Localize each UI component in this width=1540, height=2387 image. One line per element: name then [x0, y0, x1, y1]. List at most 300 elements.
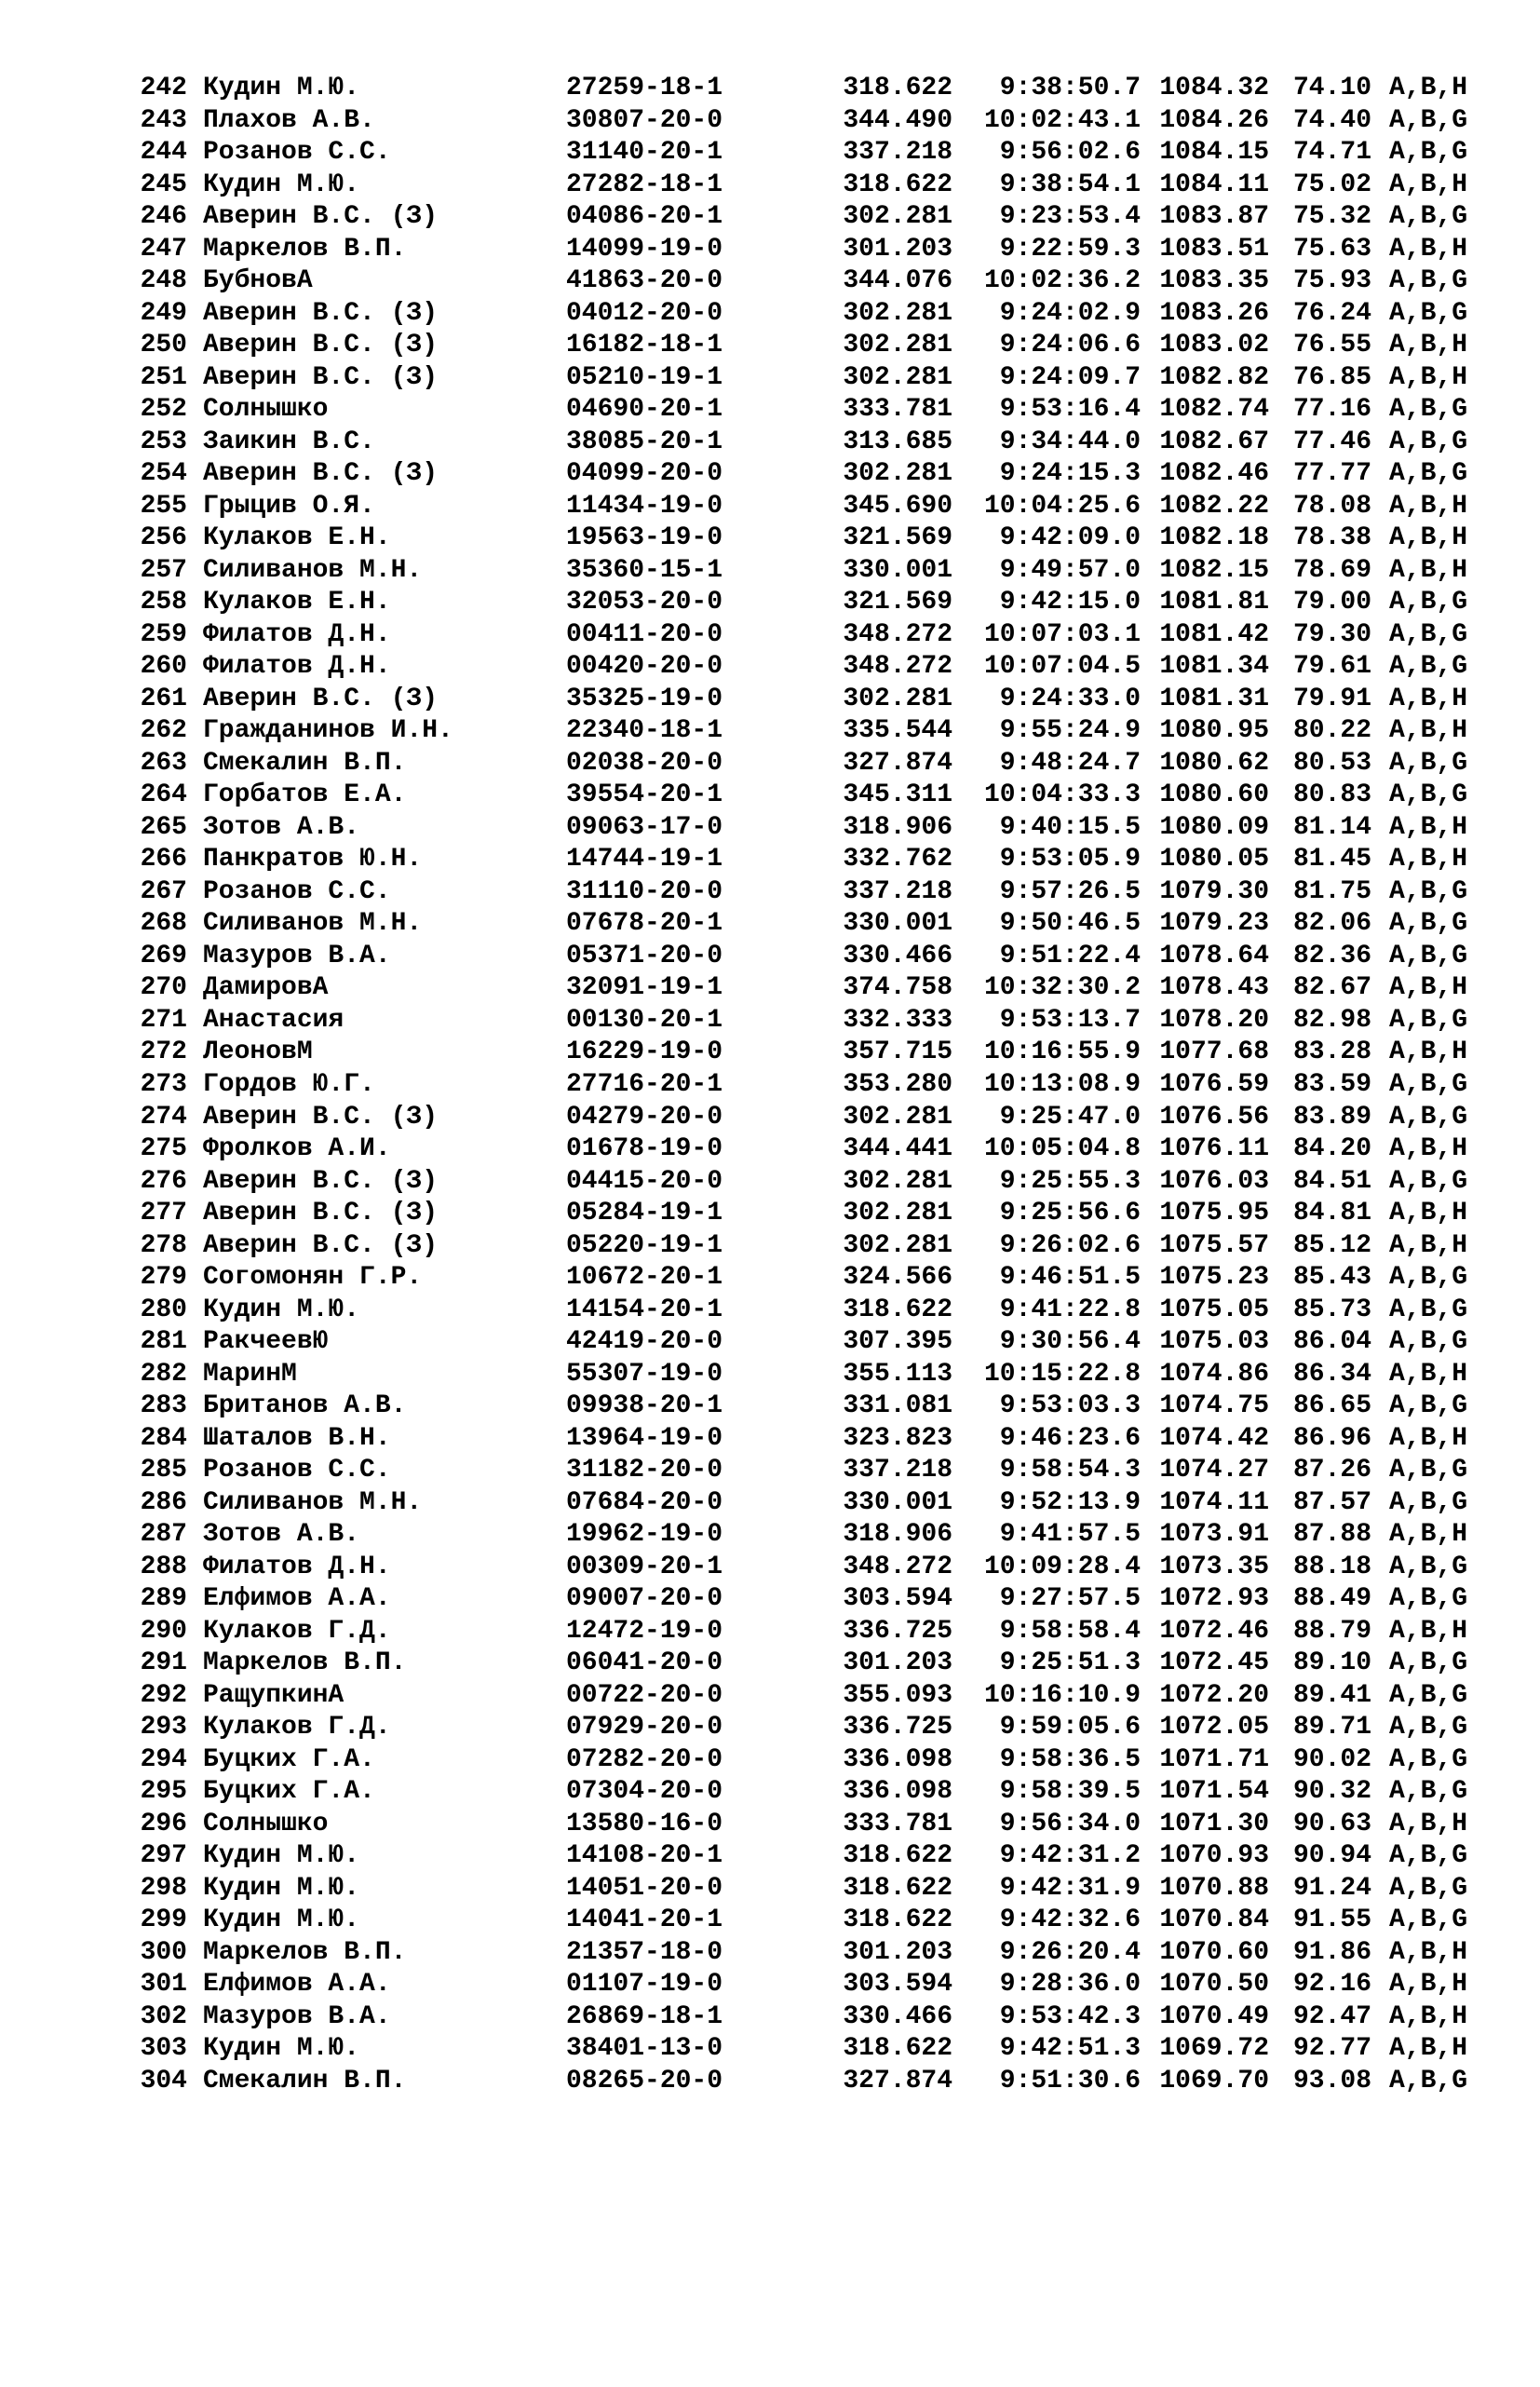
percent: 82.98	[1292, 1005, 1371, 1035]
groups: A,B,H	[1389, 1199, 1468, 1228]
ring-number: 07929-20-0	[566, 1713, 723, 1743]
distance: 303.594	[843, 1970, 952, 2000]
groups: A,B,G	[1389, 105, 1468, 135]
speed: 1080.09	[1159, 812, 1269, 842]
result-row	[136, 651, 1468, 684]
percent: 76.24	[1292, 298, 1371, 328]
arrival-time: 9:50:46.5	[999, 909, 1141, 939]
place-number: 266	[140, 845, 187, 875]
result-row	[136, 265, 1468, 298]
place-number: 276	[140, 1166, 187, 1196]
percent: 91.86	[1292, 1937, 1371, 1967]
place-number: 252	[140, 395, 187, 425]
ring-number: 14099-19-0	[566, 234, 723, 264]
arrival-time: 9:24:06.6	[999, 331, 1141, 360]
ring-number: 14108-20-1	[566, 1841, 723, 1871]
fancier-name: Буцких Г.А.	[203, 1744, 375, 1774]
distance: 318.906	[843, 1520, 952, 1550]
fancier-name: РакчеевЮ	[203, 1327, 329, 1357]
groups: A,B,G	[1389, 941, 1468, 970]
ring-number: 05371-20-0	[566, 941, 723, 970]
place-number: 260	[140, 652, 187, 682]
percent: 84.20	[1292, 1134, 1371, 1164]
arrival-time: 10:07:03.1	[983, 619, 1141, 649]
distance: 330.001	[843, 1487, 952, 1517]
groups: A,B,G	[1389, 1391, 1468, 1421]
arrival-time: 9:51:22.4	[999, 941, 1141, 970]
groups: A,B,H	[1389, 845, 1468, 875]
ring-number: 02038-20-0	[566, 748, 723, 778]
place-number: 264	[140, 780, 187, 810]
arrival-time: 9:38:54.1	[999, 170, 1141, 199]
percent: 88.49	[1292, 1584, 1371, 1614]
speed: 1070.49	[1159, 2001, 1269, 2031]
result-row	[136, 362, 1468, 395]
fancier-name: Кулаков Е.Н.	[203, 588, 391, 617]
result-row	[136, 330, 1468, 362]
arrival-time: 9:42:51.3	[999, 2034, 1141, 2064]
arrival-time: 9:25:47.0	[999, 1102, 1141, 1132]
ring-number: 05284-19-1	[566, 1199, 723, 1228]
distance: 348.272	[843, 1552, 952, 1581]
distance: 336.098	[843, 1744, 952, 1774]
percent: 81.45	[1292, 845, 1371, 875]
distance: 333.781	[843, 1809, 952, 1838]
fancier-name: МаринМ	[203, 1359, 297, 1389]
place-number: 274	[140, 1102, 187, 1132]
arrival-time: 10:04:33.3	[983, 780, 1141, 810]
speed: 1083.26	[1159, 298, 1269, 328]
result-row	[136, 298, 1468, 331]
fancier-name: Аверин В.С. (З)	[203, 331, 439, 360]
groups: A,B,H	[1389, 234, 1468, 264]
percent: 86.34	[1292, 1359, 1371, 1389]
place-number: 288	[140, 1552, 187, 1581]
arrival-time: 9:58:58.4	[999, 1616, 1141, 1646]
result-row	[136, 1840, 1468, 1873]
arrival-time: 10:07:04.5	[983, 652, 1141, 682]
speed: 1071.71	[1159, 1744, 1269, 1774]
speed: 1082.67	[1159, 427, 1269, 456]
fancier-name: Маркелов В.П.	[203, 234, 407, 264]
fancier-name: Фролков А.И.	[203, 1134, 391, 1164]
distance: 318.622	[843, 1873, 952, 1903]
place-number: 245	[140, 170, 187, 199]
speed: 1076.03	[1159, 1166, 1269, 1196]
percent: 90.02	[1292, 1744, 1371, 1774]
groups: A,B,G	[1389, 909, 1468, 939]
speed: 1081.42	[1159, 619, 1269, 649]
speed: 1074.27	[1159, 1456, 1269, 1485]
place-number: 261	[140, 684, 187, 713]
speed: 1075.23	[1159, 1263, 1269, 1293]
arrival-time: 10:16:55.9	[983, 1038, 1141, 1067]
speed: 1078.43	[1159, 973, 1269, 1003]
fancier-name: Филатов Д.Н.	[203, 652, 391, 682]
percent: 74.71	[1292, 138, 1371, 168]
ring-number: 19962-19-0	[566, 1520, 723, 1550]
arrival-time: 9:22:59.3	[999, 234, 1141, 264]
fancier-name: Зотов А.В.	[203, 812, 360, 842]
groups: A,B,G	[1389, 395, 1468, 425]
distance: 337.218	[843, 1456, 952, 1485]
percent: 74.10	[1292, 74, 1371, 102]
ring-number: 13964-19-0	[566, 1423, 723, 1453]
percent: 92.47	[1292, 2001, 1371, 2031]
result-row	[136, 908, 1468, 941]
fancier-name: Аверин В.С. (З)	[203, 684, 439, 713]
place-number: 293	[140, 1713, 187, 1743]
ring-number: 32053-20-0	[566, 588, 723, 617]
groups: A,B,H	[1389, 1970, 1468, 2000]
percent: 92.16	[1292, 1970, 1371, 2000]
speed: 1080.05	[1159, 845, 1269, 875]
result-row	[136, 522, 1468, 555]
result-row	[136, 941, 1468, 973]
ring-number: 08265-20-0	[566, 2066, 723, 2095]
speed: 1082.15	[1159, 555, 1269, 585]
distance: 318.622	[843, 2034, 952, 2064]
arrival-time: 9:46:51.5	[999, 1263, 1141, 1293]
percent: 87.57	[1292, 1487, 1371, 1517]
place-number: 277	[140, 1199, 187, 1228]
ring-number: 16229-19-0	[566, 1038, 723, 1067]
distance: 357.715	[843, 1038, 952, 1067]
percent: 85.12	[1292, 1230, 1371, 1260]
groups: A,B,G	[1389, 1263, 1468, 1293]
place-number: 273	[140, 1069, 187, 1099]
ring-number: 35325-19-0	[566, 684, 723, 713]
ring-number: 07678-20-1	[566, 909, 723, 939]
speed: 1082.74	[1159, 395, 1269, 425]
groups: A,B,G	[1389, 298, 1468, 328]
percent: 79.00	[1292, 588, 1371, 617]
fancier-name: Мазуров В.А.	[203, 941, 391, 970]
speed: 1070.50	[1159, 1970, 1269, 2000]
arrival-time: 9:55:24.9	[999, 716, 1141, 746]
ring-number: 04012-20-0	[566, 298, 723, 328]
fancier-name: Кудин М.Ю.	[203, 170, 360, 199]
percent: 80.83	[1292, 780, 1371, 810]
groups: A,B,H	[1389, 74, 1468, 102]
result-row	[136, 748, 1468, 780]
result-row	[136, 684, 1468, 716]
arrival-time: 10:04:25.6	[983, 491, 1141, 521]
fancier-name: Аверин В.С. (З)	[203, 1230, 439, 1260]
result-row	[136, 1295, 1468, 1327]
arrival-time: 10:02:43.1	[983, 105, 1141, 135]
distance: 331.081	[843, 1391, 952, 1421]
percent: 80.53	[1292, 748, 1371, 778]
fancier-name: Филатов Д.Н.	[203, 619, 391, 649]
fancier-name: Смекалин В.П.	[203, 748, 407, 778]
arrival-time: 9:56:02.6	[999, 138, 1141, 168]
result-row	[136, 73, 1468, 105]
place-number: 249	[140, 298, 187, 328]
ring-number: 07684-20-0	[566, 1487, 723, 1517]
fancier-name: Аверин В.С. (З)	[203, 202, 439, 232]
distance: 344.441	[843, 1134, 952, 1164]
percent: 91.24	[1292, 1873, 1371, 1903]
ring-number: 31140-20-1	[566, 138, 723, 168]
arrival-time: 10:13:08.9	[983, 1069, 1141, 1099]
place-number: 256	[140, 523, 187, 553]
speed: 1069.72	[1159, 2034, 1269, 2064]
result-row	[136, 1390, 1468, 1423]
percent: 86.96	[1292, 1423, 1371, 1453]
percent: 85.43	[1292, 1263, 1371, 1293]
place-number: 254	[140, 459, 187, 489]
speed: 1079.23	[1159, 909, 1269, 939]
percent: 75.63	[1292, 234, 1371, 264]
groups: A,B,G	[1389, 138, 1468, 168]
place-number: 271	[140, 1005, 187, 1035]
place-number: 246	[140, 202, 187, 232]
groups: A,B,G	[1389, 876, 1468, 906]
result-row	[136, 1552, 1468, 1584]
place-number: 299	[140, 1906, 187, 1935]
arrival-time: 9:58:36.5	[999, 1744, 1141, 1774]
ring-number: 30807-20-0	[566, 105, 723, 135]
speed: 1075.05	[1159, 1295, 1269, 1324]
speed: 1079.30	[1159, 876, 1269, 906]
distance: 302.281	[843, 1199, 952, 1228]
speed: 1080.62	[1159, 748, 1269, 778]
ring-number: 01107-19-0	[566, 1970, 723, 2000]
speed: 1070.88	[1159, 1873, 1269, 1903]
ring-number: 09938-20-1	[566, 1391, 723, 1421]
groups: A,B,G	[1389, 1906, 1468, 1935]
ring-number: 14154-20-1	[566, 1295, 723, 1324]
fancier-name: Силиванов М.Н.	[203, 1487, 423, 1517]
speed: 1083.51	[1159, 234, 1269, 264]
place-number: 304	[140, 2066, 187, 2095]
arrival-time: 9:23:53.4	[999, 202, 1141, 232]
place-number: 287	[140, 1520, 187, 1550]
ring-number: 00420-20-0	[566, 652, 723, 682]
result-row	[136, 458, 1468, 491]
fancier-name: Анастасия	[203, 1005, 344, 1035]
speed: 1075.57	[1159, 1230, 1269, 1260]
place-number: 290	[140, 1616, 187, 1646]
arrival-time: 9:25:56.6	[999, 1199, 1141, 1228]
distance: 302.281	[843, 1102, 952, 1132]
ring-number: 32091-19-1	[566, 973, 723, 1003]
speed: 1072.05	[1159, 1713, 1269, 1743]
distance: 345.311	[843, 780, 952, 810]
place-number: 255	[140, 491, 187, 521]
groups: A,B,G	[1389, 1873, 1468, 1903]
ring-number: 13580-16-0	[566, 1809, 723, 1838]
ring-number: 05220-19-1	[566, 1230, 723, 1260]
fancier-name: Филатов Д.Н.	[203, 1552, 391, 1581]
ring-number: 04099-20-0	[566, 459, 723, 489]
fancier-name: Маркелов В.П.	[203, 1937, 407, 1967]
percent: 92.77	[1292, 2034, 1371, 2064]
distance: 302.281	[843, 331, 952, 360]
speed: 1076.11	[1159, 1134, 1269, 1164]
arrival-time: 10:15:22.8	[983, 1359, 1141, 1389]
groups: A,B,H	[1389, 2001, 1468, 2031]
percent: 89.41	[1292, 1680, 1371, 1710]
distance: 318.622	[843, 1906, 952, 1935]
distance: 336.098	[843, 1777, 952, 1807]
percent: 93.08	[1292, 2066, 1371, 2095]
result-row	[136, 170, 1468, 202]
ring-number: 01678-19-0	[566, 1134, 723, 1164]
groups: A,B,G	[1389, 2066, 1468, 2095]
place-number: 295	[140, 1777, 187, 1807]
speed: 1080.95	[1159, 716, 1269, 746]
distance: 355.113	[843, 1359, 952, 1389]
speed: 1074.75	[1159, 1391, 1269, 1421]
percent: 88.18	[1292, 1552, 1371, 1581]
result-row	[136, 1037, 1468, 1069]
speed: 1083.87	[1159, 202, 1269, 232]
percent: 81.75	[1292, 876, 1371, 906]
fancier-name: Грыцив О.Я.	[203, 491, 375, 521]
place-number: 283	[140, 1391, 187, 1421]
distance: 353.280	[843, 1069, 952, 1099]
fancier-name: Зотов А.В.	[203, 1520, 360, 1550]
groups: A,B,G	[1389, 1680, 1468, 1710]
distance: 344.076	[843, 266, 952, 296]
percent: 77.16	[1292, 395, 1371, 425]
percent: 82.06	[1292, 909, 1371, 939]
ring-number: 09063-17-0	[566, 812, 723, 842]
groups: A,B,H	[1389, 2034, 1468, 2064]
ring-number: 26869-18-1	[566, 2001, 723, 2031]
ring-number: 19563-19-0	[566, 523, 723, 553]
groups: A,B,G	[1389, 780, 1468, 810]
fancier-name: Мазуров В.А.	[203, 2001, 391, 2031]
arrival-time: 9:58:54.3	[999, 1456, 1141, 1485]
percent: 87.88	[1292, 1520, 1371, 1550]
result-row	[136, 715, 1468, 748]
distance: 323.823	[843, 1423, 952, 1453]
distance: 301.203	[843, 1648, 952, 1678]
result-row	[136, 1262, 1468, 1295]
place-number: 263	[140, 748, 187, 778]
arrival-time: 9:42:32.6	[999, 1906, 1141, 1935]
percent: 86.04	[1292, 1327, 1371, 1357]
place-number: 258	[140, 588, 187, 617]
ring-number: 07304-20-0	[566, 1777, 723, 1807]
place-number: 244	[140, 138, 187, 168]
fancier-name: Кулаков Г.Д.	[203, 1616, 391, 1646]
percent: 89.10	[1292, 1648, 1371, 1678]
ring-number: 41863-20-0	[566, 266, 723, 296]
fancier-name: Британов А.В.	[203, 1391, 407, 1421]
arrival-time: 9:56:34.0	[999, 1809, 1141, 1838]
place-number: 267	[140, 876, 187, 906]
percent: 84.51	[1292, 1166, 1371, 1196]
speed: 1082.22	[1159, 491, 1269, 521]
arrival-time: 9:28:36.0	[999, 1970, 1141, 2000]
groups: A,B,G	[1389, 588, 1468, 617]
speed: 1084.26	[1159, 105, 1269, 135]
result-row	[136, 491, 1468, 523]
fancier-name: Аверин В.С. (З)	[203, 1166, 439, 1196]
speed: 1072.93	[1159, 1584, 1269, 1614]
arrival-time: 9:59:05.6	[999, 1713, 1141, 1743]
ring-number: 14041-20-1	[566, 1906, 723, 1935]
ring-number: 31110-20-0	[566, 876, 723, 906]
arrival-time: 9:53:42.3	[999, 2001, 1141, 2031]
percent: 77.77	[1292, 459, 1371, 489]
groups: A,B,H	[1389, 170, 1468, 199]
ring-number: 07282-20-0	[566, 1744, 723, 1774]
speed: 1083.35	[1159, 266, 1269, 296]
arrival-time: 9:25:51.3	[999, 1648, 1141, 1678]
fancier-name: Елфимов А.А.	[203, 1970, 391, 2000]
distance: 313.685	[843, 427, 952, 456]
groups: A,B,H	[1389, 555, 1468, 585]
speed: 1083.02	[1159, 331, 1269, 360]
arrival-time: 9:53:13.7	[999, 1005, 1141, 1035]
groups: A,B,H	[1389, 1134, 1468, 1164]
result-row	[136, 427, 1468, 459]
arrival-time: 10:05:04.8	[983, 1134, 1141, 1164]
place-number: 265	[140, 812, 187, 842]
groups: A,B,G	[1389, 1777, 1468, 1807]
distance: 327.874	[843, 748, 952, 778]
speed: 1084.11	[1159, 170, 1269, 199]
percent: 74.40	[1292, 105, 1371, 135]
speed: 1081.81	[1159, 588, 1269, 617]
speed: 1074.86	[1159, 1359, 1269, 1389]
percent: 78.38	[1292, 523, 1371, 553]
percent: 87.26	[1292, 1456, 1371, 1485]
place-number: 296	[140, 1809, 187, 1838]
speed: 1072.46	[1159, 1616, 1269, 1646]
speed: 1078.20	[1159, 1005, 1269, 1035]
result-row	[136, 1133, 1468, 1166]
fancier-name: Розанов С.С.	[203, 876, 391, 906]
speed: 1074.11	[1159, 1487, 1269, 1517]
arrival-time: 9:42:09.0	[999, 523, 1141, 553]
speed: 1077.68	[1159, 1038, 1269, 1067]
ring-number: 04086-20-1	[566, 202, 723, 232]
groups: A,B,G	[1389, 1487, 1468, 1517]
percent: 90.63	[1292, 1809, 1371, 1838]
percent: 75.93	[1292, 266, 1371, 296]
distance: 330.001	[843, 555, 952, 585]
groups: A,B,G	[1389, 1166, 1468, 1196]
result-row	[136, 105, 1468, 138]
groups: A,B,G	[1389, 1841, 1468, 1871]
arrival-time: 9:53:16.4	[999, 395, 1141, 425]
distance: 318.622	[843, 170, 952, 199]
distance: 302.281	[843, 1230, 952, 1260]
distance: 330.001	[843, 909, 952, 939]
distance: 321.569	[843, 588, 952, 617]
speed: 1070.93	[1159, 1841, 1269, 1871]
groups: A,B,G	[1389, 748, 1468, 778]
speed: 1084.15	[1159, 138, 1269, 168]
percent: 80.22	[1292, 716, 1371, 746]
speed: 1075.95	[1159, 1199, 1269, 1228]
percent: 91.55	[1292, 1906, 1371, 1935]
fancier-name: Смекалин В.П.	[203, 2066, 407, 2095]
fancier-name: Солнышко	[203, 395, 329, 425]
distance: 318.622	[843, 1295, 952, 1324]
ring-number: 04415-20-0	[566, 1166, 723, 1196]
result-row	[136, 1326, 1468, 1359]
ring-number: 31182-20-0	[566, 1456, 723, 1485]
percent: 82.36	[1292, 941, 1371, 970]
speed: 1073.91	[1159, 1520, 1269, 1550]
